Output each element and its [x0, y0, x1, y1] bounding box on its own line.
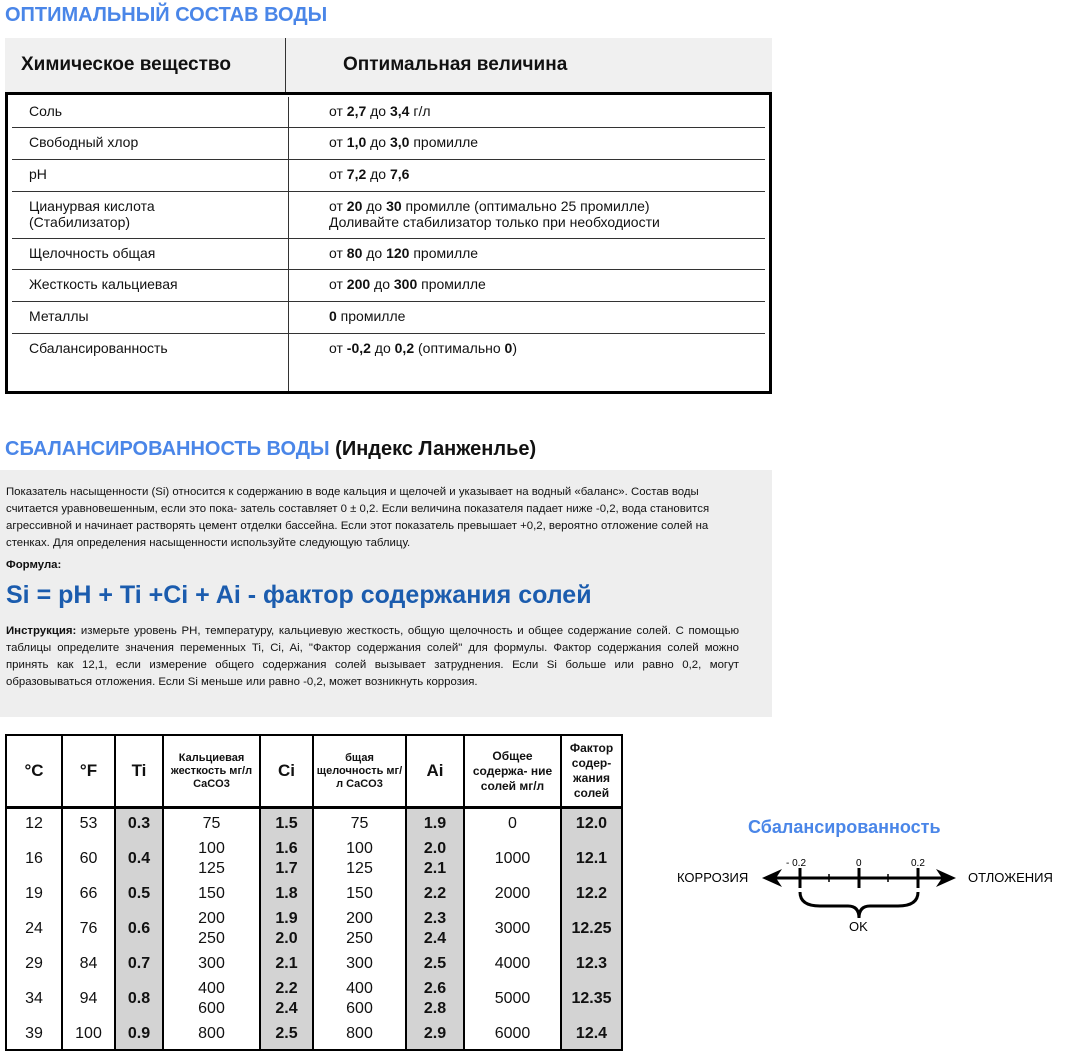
optimal-value: 0 промилле	[329, 308, 406, 324]
col-ti: Ti	[115, 735, 163, 808]
cell-factor: 12.3	[561, 949, 622, 979]
optimal-value: от -0,2 до 0,2 (оптимально 0)	[329, 340, 518, 356]
table-row	[6, 949, 622, 979]
cell-c: 12	[6, 808, 62, 840]
col-solids-factor: Фактор содер- жания солей	[561, 735, 622, 808]
instruction-paragraph	[6, 623, 739, 691]
saturation-description: Показатель насыщенности (Si) относится к содержанию в воде кальция и щелочей и указывает на водный «баланс». Состав воды считается уравновешенным, если это пока- затель составляет 0 ± 0,2. Если величина показателя падает ниже -0,2, вода становится агрессивной и начинает растворять цемент отделки бассейна. Если этот показатель превышает +0,2, вероятно отложение солей на стенках. Для определения насыщенности используйте следующую таблицу.	[6, 486, 710, 549]
cell-calc: 400 600	[163, 979, 260, 1019]
cell-c: 39	[6, 1019, 62, 1050]
cell-c: 29	[6, 949, 62, 979]
section-title-water-balance	[5, 438, 536, 461]
cell-ai: 1.9	[406, 808, 464, 840]
substance-name: Свободный хлор	[12, 128, 289, 159]
table-row	[6, 1019, 622, 1050]
table-row	[6, 879, 622, 909]
col-total-dissolved-solids: Общее содержа- ние солей мг/л	[464, 735, 561, 808]
cell-calc: 150	[163, 879, 260, 909]
substance-name: Цианурвая кислота (Стабилизатор)	[12, 192, 289, 238]
cell-ci: 1.8	[260, 879, 313, 909]
cell-tds: 0	[464, 808, 561, 840]
header-substance: Химическое вещество	[21, 54, 231, 75]
cell-tds: 5000	[464, 979, 561, 1019]
cell-calc: 100 125	[163, 839, 260, 879]
corrosion-label: КОРРОЗИЯ	[677, 870, 749, 885]
cell-alk: 300	[313, 949, 406, 979]
cell-calc: 800	[163, 1019, 260, 1050]
header-divider	[285, 38, 286, 92]
table-row	[12, 334, 765, 391]
table-header	[5, 38, 772, 92]
cell-f: 94	[62, 979, 115, 1019]
balance-diagram-title: Сбалансированность	[748, 817, 941, 837]
col-ci: Ci	[260, 735, 313, 808]
col-fahrenheit: °F	[62, 735, 115, 808]
cell-ti: 0.9	[115, 1019, 163, 1050]
cell-calc: 300	[163, 949, 260, 979]
col-celsius: °C	[6, 735, 62, 808]
cell-ti: 0.6	[115, 909, 163, 949]
cell-c: 34	[6, 979, 62, 1019]
cell-ai: 2.3 2.4	[406, 909, 464, 949]
cell-ci: 1.5	[260, 808, 313, 840]
cell-ti: 0.3	[115, 808, 163, 840]
cell-ci: 2.5	[260, 1019, 313, 1050]
cell-calc: 200 250	[163, 909, 260, 949]
cell-ti: 0.8	[115, 979, 163, 1019]
instruction-label: Инструкция:	[6, 625, 77, 637]
substance-name: Металлы	[12, 302, 289, 333]
cell-factor: 12.0	[561, 808, 622, 840]
cell-ai: 2.2	[406, 879, 464, 909]
balance-scale-diagram	[670, 850, 1065, 940]
saturation-factors-table	[5, 734, 623, 1051]
langelier-subtitle: (Индекс Ланженлье)	[335, 438, 537, 460]
cell-ci: 1.6 1.7	[260, 839, 313, 879]
section-title-optimal-composition: ОПТИМАЛЬНЫЙ СОСТАВ ВОДЫ	[5, 4, 328, 26]
tick-label-zero: 0	[856, 858, 862, 869]
cell-ai: 2.5	[406, 949, 464, 979]
cell-alk: 200 250	[313, 909, 406, 949]
cell-alk: 75	[313, 808, 406, 840]
ok-brace	[800, 892, 918, 918]
optimal-value: от 2,7 до 3,4 г/л	[329, 103, 431, 119]
optimal-value: от 200 до 300 промилле	[329, 276, 486, 292]
cell-tds: 3000	[464, 909, 561, 949]
substance-name: Соль	[12, 97, 289, 127]
water-balance-title: СБАЛАНСИРОВАННОСТЬ ВОДЫ	[5, 438, 330, 460]
cell-calc: 75	[163, 808, 260, 840]
cell-ci: 2.2 2.4	[260, 979, 313, 1019]
substance-name: рН	[12, 160, 289, 191]
cell-ai: 2.0 2.1	[406, 839, 464, 879]
col-calcium-hardness: Кальциевая жесткость мг/л CaCO3	[163, 735, 260, 808]
table-row	[12, 239, 765, 270]
table-row	[12, 97, 765, 128]
optimal-composition-table	[5, 38, 772, 394]
cell-ai: 2.9	[406, 1019, 464, 1050]
cell-factor: 12.1	[561, 839, 622, 879]
cell-f: 84	[62, 949, 115, 979]
optimal-value: от 20 до 30 промилле (оптимально 25 промилле) Доливайте стабилизатор только при необходиости	[329, 198, 660, 230]
cell-tds: 4000	[464, 949, 561, 979]
tick-label-plus: 0.2	[911, 858, 925, 869]
cell-ti: 0.7	[115, 949, 163, 979]
cell-f: 66	[62, 879, 115, 909]
table-body	[5, 92, 772, 394]
cell-ci: 1.9 2.0	[260, 909, 313, 949]
substance-name: Сбалансированность	[12, 334, 289, 391]
tick-label-minus: - 0.2	[786, 858, 807, 869]
cell-tds: 1000	[464, 839, 561, 879]
table-row	[12, 192, 765, 239]
header-optimal-value: Оптимальная величина	[343, 54, 568, 75]
optimal-value: от 7,2 до 7,6	[329, 166, 410, 182]
table-row	[6, 839, 622, 879]
cell-f: 76	[62, 909, 115, 949]
table-row	[12, 128, 765, 160]
table-row	[6, 909, 622, 949]
cell-factor: 12.35	[561, 979, 622, 1019]
ok-label: OK	[849, 919, 868, 934]
cell-alk: 800	[313, 1019, 406, 1050]
table-row	[12, 302, 765, 334]
cell-f: 53	[62, 808, 115, 840]
cell-c: 16	[6, 839, 62, 879]
cell-factor: 12.4	[561, 1019, 622, 1050]
cell-f: 100	[62, 1019, 115, 1050]
optimal-value: от 1,0 до 3,0 промилле	[329, 134, 479, 150]
col-alkalinity: бщая щелочность мг/л CaCO3	[313, 735, 406, 808]
cell-ti: 0.4	[115, 839, 163, 879]
formula-label: Формула:	[6, 559, 62, 571]
cell-factor: 12.2	[561, 879, 622, 909]
cell-c: 19	[6, 879, 62, 909]
substance-name: Щелочность общая	[12, 239, 289, 269]
optimal-value: от 80 до 120 промилле	[329, 245, 479, 261]
deposits-label: ОТЛОЖЕНИЯ	[968, 870, 1053, 885]
cell-ti: 0.5	[115, 879, 163, 909]
cell-alk: 100 125	[313, 839, 406, 879]
substance-name: Жесткость кальциевая	[12, 270, 289, 301]
table-row	[12, 160, 765, 192]
saturation-formula: Si = pH + Ti +Ci + Ai - фактор содержания солей	[6, 581, 592, 609]
cell-c: 24	[6, 909, 62, 949]
table-row	[6, 808, 622, 840]
cell-alk: 400 600	[313, 979, 406, 1019]
col-ai: Ai	[406, 735, 464, 808]
cell-alk: 150	[313, 879, 406, 909]
cell-ci: 2.1	[260, 949, 313, 979]
cell-factor: 12.25	[561, 909, 622, 949]
instruction-text: измерьте уровень PH, температуру, кальциевую жесткость, общую щелочность и общее содержание солей. С помощью таблицы определите значения переменных Ti, Ci, Ai, "Фактор содержания солей" для формулы. Фактор содержания солей можно принять как 12,1, если измерение общего содержания солей вызывает затруднения. Если Si больше или равно 0,2, могут образовываться отложения. Если Si меньше или равно -0,2, может возникнуть коррозия.	[6, 625, 739, 688]
table-row	[12, 270, 765, 302]
cell-tds: 6000	[464, 1019, 561, 1050]
cell-tds: 2000	[464, 879, 561, 909]
cell-f: 60	[62, 839, 115, 879]
table-row	[6, 979, 622, 1019]
cell-ai: 2.6 2.8	[406, 979, 464, 1019]
